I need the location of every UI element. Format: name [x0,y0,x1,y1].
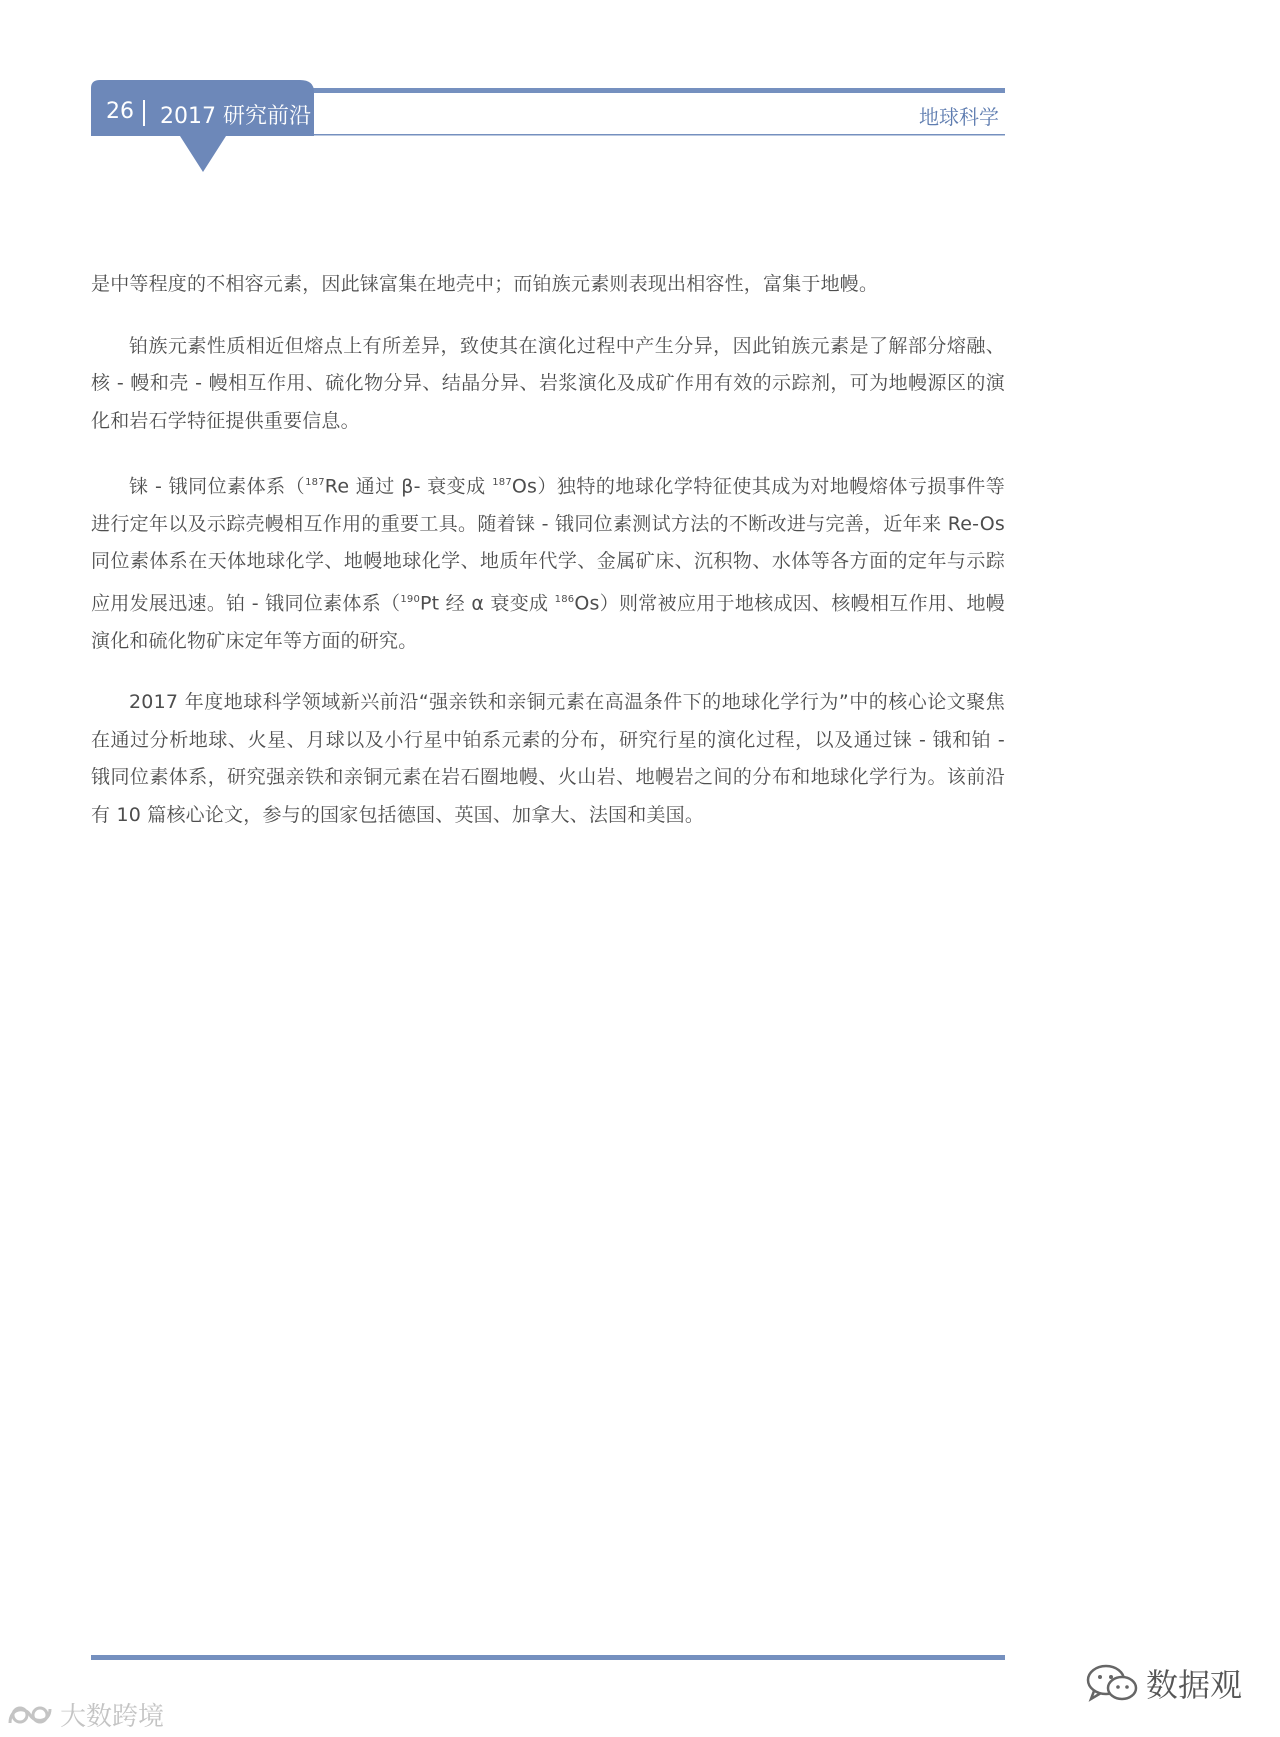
isotope-paragraph [91,464,1005,660]
footer-rule [91,1655,1005,1660]
superscript: 190 [400,593,421,605]
superscript: 186 [554,593,575,605]
paragraph: 铂族元素性质相近但熔点上有所差异，致使其在演化过程中产生分异，因此铂族元素是了解部分熔融、核 - 幔和壳 - 幔相互作用、硫化物分异、结晶分异、岩浆演化及成矿作用有效的示踪剂，可为地幔源区的演化和岩石学特征提供重要信息。 [91,334,1005,432]
text-run: Re 通过 β- 衰变成 [324,475,493,498]
text-run: 铼 - 锇同位素体系（ [129,475,306,498]
text-run: Pt 经 α 衰变成 [420,592,555,615]
superscript: 187 [492,477,512,488]
section-title: 地球科学 [919,105,999,129]
page-number: 26 [106,99,134,124]
superscript: 187 [305,477,325,488]
watermark-right-text: 数据观 [1146,1666,1243,1704]
watermark-right [1084,1660,1242,1706]
infinity-logo-icon [6,1699,54,1731]
article-body [91,266,1005,858]
watermark-left-text: 大数跨境 [60,1702,165,1732]
wechat-icon [1084,1663,1140,1703]
text-run: Os）独特的地球化学特征使其成为对地幔熔体亏损事件等进行定年以及示踪壳幔相互作用的重要工具。随着铼 - 锇同位素测试方法的不断改进与完善，近年来 Re-Os 同位素体系在天体地球化学、地幔地球化学、地质年代学、金属矿床、沉积物、水体等各方面的定年与示踪应用发展迅速。铂 - 锇同位素体系（ [91,475,1006,615]
paragraph: 2017 年度地球科学领域新兴前沿“强亲铁和亲铜元素在高温条件下的地球化学行为”中的核心论文聚焦在通过分析地球、火星、月球以及小行星中铂系元素的分布，研究行星的演化过程，以及通过铼 - 锇和铂 - 锇同位素体系，研究强亲铁和亲铜元素在岩石圈地幔、火山岩、地幔岩之间的分布和地球化学行为。该前沿有 10 篇核心论文，参与的国家包括德国、英国、加拿大、法国和美国。 [91,691,1005,826]
text-run: Os）则常被应用于地核成因、核幔相互作用、地幔演化和硫化物矿床定年等方面的研究。 [91,592,1005,652]
report-title: 2017 研究前沿 [160,104,311,129]
header-divider [143,100,145,126]
header-banner-shape [0,0,1280,180]
paragraph: 是中等程度的不相容元素，因此铼富集在地壳中；而铂族元素则表现出相容性，富集于地幔。 [91,273,879,295]
watermark-left [6,1696,164,1733]
page-header [0,0,1280,180]
